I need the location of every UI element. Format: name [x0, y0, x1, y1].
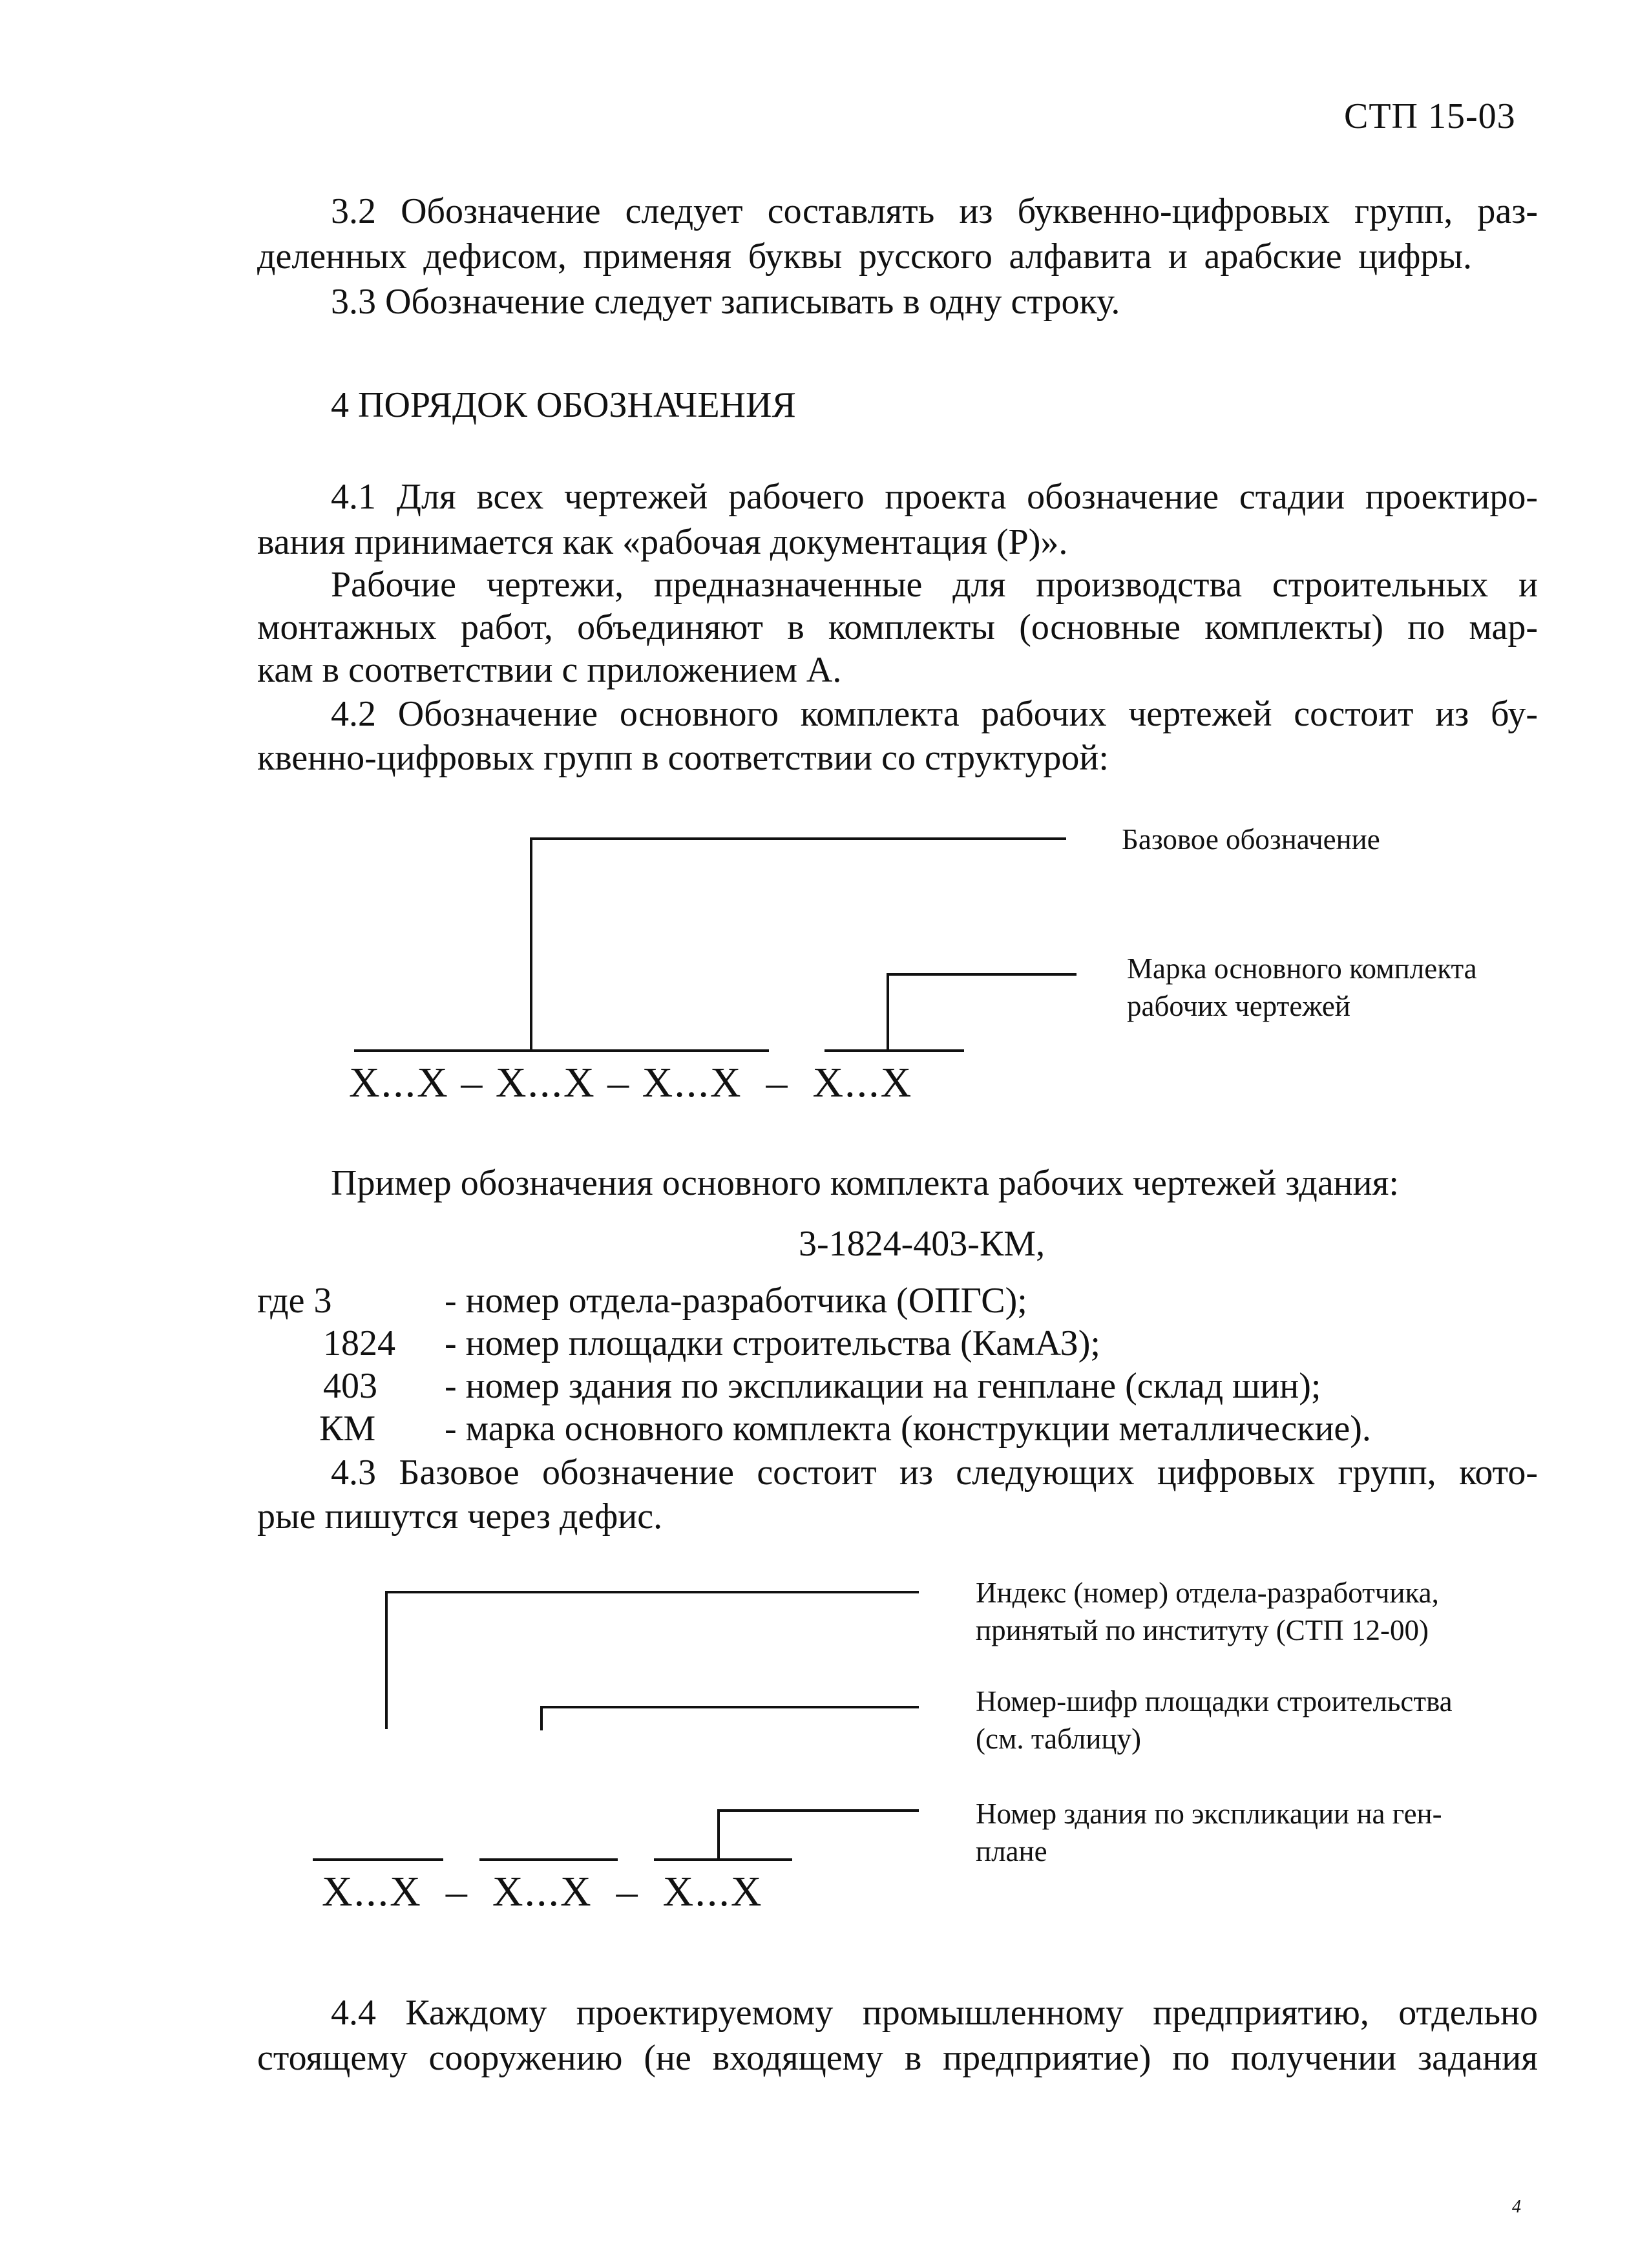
diagram1-label-mark-line-1: Марка основного комплекта — [1127, 952, 1477, 985]
paragraph-4-3-line-2: рые пишутся через дефис. — [257, 1496, 663, 1537]
diagram2-label-building-line-2: плане — [976, 1835, 1047, 1867]
document-code: СТП 15-03 — [1344, 96, 1516, 136]
legend-desc: - номер площадки строительства (КамАЗ); — [445, 1323, 1100, 1363]
legend-code: 1824 — [323, 1323, 395, 1363]
paragraph-3-2-line-1: 3.2 Обозначение следует составлять из буквенно-цифровых групп, раз- — [331, 191, 1538, 231]
paragraph-4-3-line-1: 4.3 Базовое обозначение состоит из следующих цифровых групп, кото- — [331, 1453, 1538, 1493]
diagram2-underline-2 — [479, 1858, 618, 1861]
paragraph-4-1-line-1: 4.1 Для всех чертежей рабочего проекта обозначение стадии проектиро- — [331, 477, 1538, 517]
example-code: 3-1824-403-КМ, — [799, 1224, 1045, 1264]
diagram1-base-top-line — [530, 837, 1066, 840]
diagram1-base-vertical — [530, 837, 532, 1051]
diagram2-label-index-line-1: Индекс (номер) отдела-разработчика, — [976, 1577, 1439, 1609]
diagram2-underline-3 — [654, 1858, 792, 1861]
legend-code: КМ — [319, 1409, 376, 1449]
paragraph-working-drawings-line-1: Рабочие чертежи, предназначенные для производства строительных и — [331, 565, 1538, 605]
paragraph-4-2-line-2: квенно-цифровых групп в соответствии со структурой: — [257, 738, 1109, 778]
diagram2-index-top-line — [385, 1591, 919, 1593]
page-mark: 4 — [1512, 2197, 1521, 2217]
diagram2-index-vertical — [385, 1591, 388, 1729]
paragraph-working-drawings-line-3: кам в соответствии с приложением А. — [257, 650, 842, 690]
diagram1-mark-vertical — [887, 973, 889, 1051]
diagram2-formula: Х...Х – Х...Х – Х...Х — [322, 1868, 763, 1915]
diagram2-label-building-line-1: Номер здания по экспликации на ген- — [976, 1798, 1442, 1830]
diagram1-formula: Х...Х – Х...Х – Х...Х – Х...Х — [349, 1059, 913, 1106]
legend-code: 403 — [323, 1366, 377, 1406]
diagram2-building-vertical — [717, 1809, 720, 1861]
diagram1-mark-underline — [824, 1049, 964, 1052]
example-intro: Пример обозначения основного комплекта рабочих чертежей здания: — [331, 1163, 1399, 1203]
legend-desc: - номер отдела-разработчика (ОПГС); — [445, 1281, 1027, 1321]
paragraph-4-4-line-1: 4.4 Каждому проектируемому промышленному предприятию, отдельно — [331, 1993, 1538, 2033]
paragraph-working-drawings-line-2: монтажных работ, объединяют в комплекты (основные комплекты) по мар- — [257, 607, 1538, 647]
diagram2-label-site-line-2: (см. таблицу) — [976, 1723, 1142, 1755]
legend-code: где 3 — [257, 1281, 332, 1321]
paragraph-4-2-line-1: 4.2 Обозначение основного комплекта рабочих чертежей состоит из бу- — [331, 694, 1538, 734]
diagram1-mark-top-line — [887, 973, 1077, 976]
paragraph-3-3: 3.3 Обозначение следует записывать в одну строку. — [331, 282, 1120, 322]
paragraph-3-2-line-2: деленных дефисом, применяя буквы русского алфавита и арабские цифры. — [257, 236, 1472, 277]
paragraph-4-1-line-2: вания принимается как «рабочая документация (Р)». — [257, 522, 1068, 562]
diagram1-base-underline — [354, 1049, 769, 1052]
paragraph-4-4-line-2: стоящему сооружению (не входящему в предприятие) по получении задания — [257, 2038, 1538, 2078]
diagram2-label-index-line-2: принятый по институту (СТП 12-00) — [976, 1614, 1429, 1646]
diagram1-label-base: Базовое обозначение — [1122, 823, 1380, 856]
legend-desc: - номер здания по экспликации на генплане (склад шин); — [445, 1366, 1321, 1406]
diagram1-label-mark-line-2: рабочих чертежей — [1127, 990, 1350, 1022]
diagram2-site-top-line — [540, 1706, 919, 1708]
section-4-heading: 4 ПОРЯДОК ОБОЗНАЧЕНИЯ — [331, 385, 796, 425]
diagram2-building-top-line — [717, 1809, 919, 1812]
diagram2-site-vertical-lower — [540, 1706, 543, 1730]
legend-desc: - марка основного комплекта (конструкции металлические). — [445, 1409, 1371, 1449]
diagram2-label-site-line-1: Номер-шифр площадки строительства — [976, 1685, 1453, 1717]
diagram2-underline-1 — [313, 1858, 443, 1861]
